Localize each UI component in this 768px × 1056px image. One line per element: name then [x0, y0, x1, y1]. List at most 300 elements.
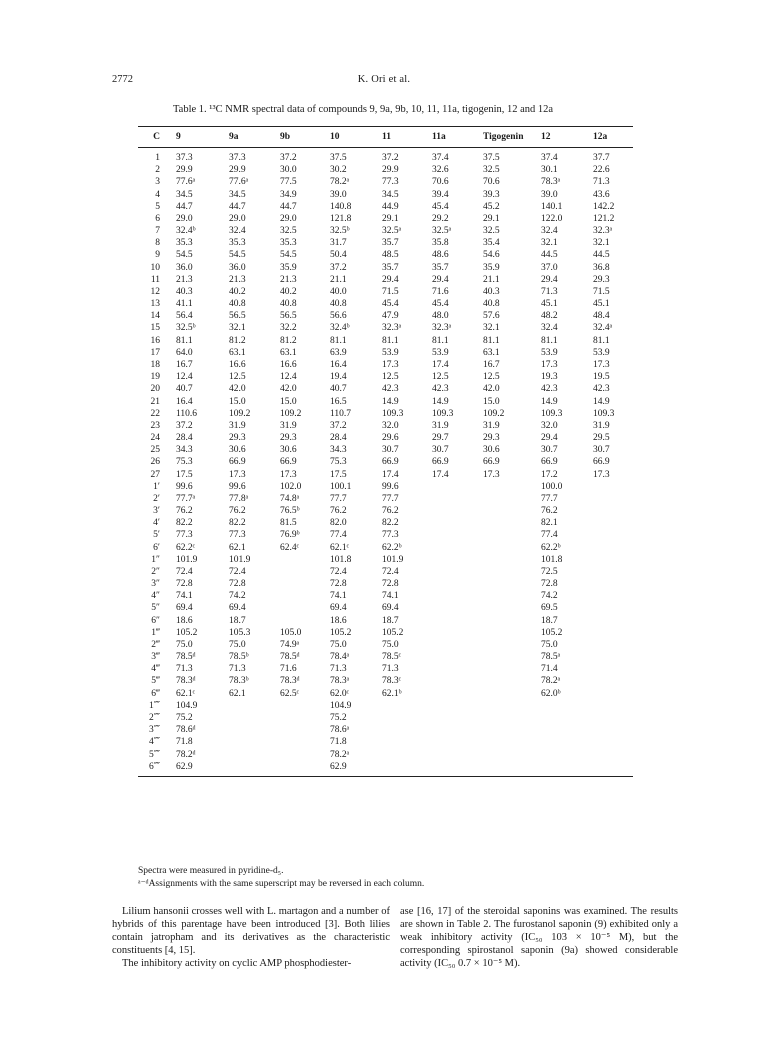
shift-value: 31.9: [280, 420, 297, 431]
carbon-label: 4: [155, 189, 160, 200]
shift-value: 62.9: [330, 761, 347, 772]
table-row: [138, 700, 633, 712]
shift-value: [418, 542, 469, 554]
shift-value: 110.6: [176, 408, 198, 419]
carbon-label: 2′: [153, 493, 160, 504]
carbon-label: 1″: [151, 554, 160, 565]
shift-value: 69.4: [176, 603, 193, 614]
shift-value: 74.2: [229, 591, 246, 602]
shift-value: [469, 554, 527, 566]
shift-value: [579, 529, 633, 541]
shift-value: 99.6: [229, 481, 246, 492]
shift-value: [527, 712, 579, 724]
shift-value: 29.4: [432, 274, 449, 285]
shift-value: 78.2ᵈ: [176, 749, 196, 760]
shift-value: 77.6ᵃ: [176, 177, 196, 188]
shift-value: 77.4: [330, 530, 347, 541]
shift-value: 39.4: [432, 189, 449, 200]
shift-value: [469, 700, 527, 712]
shift-value: 42.0: [483, 384, 500, 395]
shift-value: 63.1: [280, 347, 297, 358]
table-body: [138, 152, 633, 773]
table-row: [138, 274, 633, 286]
shift-value: 31.9: [593, 420, 610, 431]
table-row: [138, 542, 633, 554]
shift-value: 81.1: [483, 335, 500, 346]
shift-value: 30.6: [483, 445, 500, 456]
table-row: [138, 468, 633, 480]
shift-value: 78.2ᵃ: [541, 676, 561, 687]
shift-value: 29.3: [280, 433, 297, 444]
shift-value: 76.2: [330, 506, 347, 517]
shift-value: 35.4: [483, 238, 500, 249]
table-row: [138, 578, 633, 590]
shift-value: 62.1: [229, 542, 246, 553]
shift-value: 37.3: [229, 153, 246, 164]
shift-value: 71.8: [176, 737, 193, 748]
shift-value: 77.7: [382, 493, 399, 504]
shift-value: 77.3: [176, 530, 193, 541]
shift-value: [579, 761, 633, 773]
shift-value: 50.4: [330, 250, 347, 261]
table-caption: Table 1. ¹³C NMR spectral data of compounds 9, 9a, 9b, 10, 11, 11a, tigogenin, 12 and 12a: [173, 104, 554, 115]
shift-value: 62.2ᶜ: [176, 542, 196, 553]
shift-value: 19.5: [593, 372, 610, 383]
shift-value: 69.4: [382, 603, 399, 614]
shift-value: 17.3: [229, 469, 246, 480]
shift-value: 78.5ᵇ: [229, 652, 249, 663]
shift-value: 75.3: [176, 457, 193, 468]
shift-value: [579, 542, 633, 554]
table-row: [138, 152, 633, 164]
shift-value: 77.5: [280, 177, 297, 188]
carbon-label: 5‴: [151, 676, 160, 687]
shift-value: [579, 602, 633, 614]
shift-value: 71.3: [330, 664, 347, 675]
shift-value: 29.3: [593, 274, 610, 285]
shift-value: [368, 736, 418, 748]
carbon-label: 8: [155, 238, 160, 249]
shift-value: [469, 736, 527, 748]
shift-value: 99.6: [176, 481, 193, 492]
shift-value: 63.9: [330, 347, 347, 358]
carbon-label: 5: [155, 201, 160, 212]
column-header: Tigogenin: [483, 132, 524, 142]
shift-value: 66.9: [432, 457, 449, 468]
table-row: [138, 627, 633, 639]
shift-value: 28.4: [330, 433, 347, 444]
carbon-label: 6′: [153, 542, 160, 553]
shift-value: 35.7: [382, 238, 399, 249]
shift-value: 76.2: [541, 506, 558, 517]
shift-value: 32.5ᵇ: [330, 226, 350, 237]
carbon-label: 1⁗: [148, 700, 160, 711]
table-row: [138, 408, 633, 420]
shift-value: 81.1: [382, 335, 399, 346]
carbon-label: 27: [150, 469, 160, 480]
carbon-label: 22: [150, 408, 160, 419]
shift-value: 81.2: [280, 335, 297, 346]
shift-value: 16.4: [176, 396, 193, 407]
shift-value: 16.5: [330, 396, 347, 407]
shift-value: 62.5ᶜ: [280, 688, 300, 699]
shift-value: 72.8: [176, 579, 193, 590]
shift-value: 32.4ᵇ: [330, 323, 350, 334]
shift-value: [527, 736, 579, 748]
shift-value: [579, 736, 633, 748]
shift-value: 77.4: [541, 530, 558, 541]
body-column-left: [112, 905, 390, 970]
column-header: 11: [382, 132, 391, 142]
carbon-label: 12: [150, 286, 160, 297]
shift-value: 37.2: [330, 262, 347, 273]
shift-value: 64.0: [176, 347, 193, 358]
shift-value: 99.6: [382, 481, 399, 492]
shift-value: [579, 627, 633, 639]
table-row: [138, 675, 633, 687]
shift-value: 62.1ᵇ: [382, 688, 402, 699]
shift-value: 76.9ᵇ: [280, 530, 300, 541]
carbon-label: 4⁗: [148, 737, 160, 748]
shift-value: 30.7: [382, 445, 399, 456]
shift-value: 32.1: [593, 238, 610, 249]
table-row: [138, 347, 633, 359]
shift-value: 40.7: [330, 384, 347, 395]
table-row: [138, 529, 633, 541]
table-row: [138, 201, 633, 213]
shift-value: 36.8: [593, 262, 610, 273]
table-row: [138, 761, 633, 773]
shift-value: [469, 602, 527, 614]
shift-value: 12.5: [382, 372, 399, 383]
shift-value: [579, 517, 633, 529]
shift-value: 32.4: [229, 226, 246, 237]
shift-value: 37.3: [176, 153, 193, 164]
shift-value: [579, 639, 633, 651]
table-row: [138, 566, 633, 578]
shift-value: [579, 663, 633, 675]
shift-value: 44.5: [593, 250, 610, 261]
shift-value: [579, 651, 633, 663]
column-header: 12a: [593, 132, 608, 142]
shift-value: 40.8: [330, 299, 347, 310]
shift-value: 109.2: [280, 408, 302, 419]
shift-value: [215, 748, 266, 760]
shift-value: 101.8: [541, 554, 563, 565]
shift-value: 32.5: [483, 226, 500, 237]
shift-value: 44.5: [541, 250, 558, 261]
shift-value: 105.0: [280, 627, 302, 638]
shift-value: 37.5: [330, 153, 347, 164]
shift-value: 12.4: [280, 372, 297, 383]
shift-value: 75.0: [176, 639, 193, 650]
shift-value: 40.0: [330, 286, 347, 297]
shift-value: 28.4: [176, 433, 193, 444]
shift-value: 30.7: [593, 445, 610, 456]
shift-value: [266, 761, 316, 773]
shift-value: 17.3: [593, 469, 610, 480]
shift-value: [469, 748, 527, 760]
shift-value: 69.5: [541, 603, 558, 614]
shift-value: [418, 724, 469, 736]
shift-value: [527, 761, 579, 773]
shift-value: 110.7: [330, 408, 352, 419]
shift-value: 29.7: [432, 433, 449, 444]
shift-value: 34.5: [176, 189, 193, 200]
shift-value: 78.3ᵃ: [541, 177, 561, 188]
shift-value: 74.9ᵃ: [280, 639, 300, 650]
shift-value: 31.9: [483, 420, 500, 431]
carbon-label: 2: [155, 165, 160, 176]
shift-value: [469, 761, 527, 773]
table-row: [138, 176, 633, 188]
table-row: [138, 663, 633, 675]
table-row: [138, 602, 633, 614]
shift-value: 32.0: [382, 420, 399, 431]
shift-value: 78.2ᵃ: [330, 177, 350, 188]
shift-value: 53.9: [382, 347, 399, 358]
shift-value: [418, 736, 469, 748]
shift-value: 81.1: [176, 335, 193, 346]
table-row: [138, 724, 633, 736]
carbon-label: 7: [155, 226, 160, 237]
shift-value: 105.2: [176, 627, 198, 638]
shift-value: 12.4: [176, 372, 193, 383]
shift-value: 40.8: [483, 299, 500, 310]
shift-value: 32.5: [483, 165, 500, 176]
shift-value: 47.9: [382, 311, 399, 322]
shift-value: 16.7: [176, 360, 193, 370]
shift-value: 75.2: [176, 712, 193, 723]
shift-value: 54.5: [229, 250, 246, 261]
shift-value: 32.4ᵃ: [593, 323, 613, 334]
shift-value: 16.6: [280, 360, 297, 370]
shift-value: 35.9: [483, 262, 500, 273]
carbon-label: 6‴: [151, 688, 160, 699]
shift-value: 56.4: [176, 311, 193, 322]
shift-value: 29.6: [382, 433, 399, 444]
shift-value: 42.3: [593, 384, 610, 395]
shift-value: [418, 493, 469, 505]
shift-value: [579, 493, 633, 505]
shift-value: 78.6ᵈ: [176, 725, 196, 736]
shift-value: 45.1: [593, 299, 610, 310]
table-row: [138, 225, 633, 237]
shift-value: 39.0: [330, 189, 347, 200]
carbon-label: 11: [150, 274, 160, 285]
shift-value: [469, 651, 527, 663]
shift-value: 48.4: [593, 311, 610, 322]
shift-value: [368, 724, 418, 736]
shift-value: 45.4: [432, 201, 449, 212]
shift-value: 32.3ᵃ: [382, 323, 402, 334]
shift-value: [266, 736, 316, 748]
shift-value: 17.3: [483, 469, 500, 480]
shift-value: 32.2: [280, 323, 297, 334]
shift-value: 42.0: [280, 384, 297, 395]
shift-value: 32.4ᵇ: [176, 226, 196, 237]
shift-value: 32.5ᵃ: [382, 226, 402, 237]
shift-value: 62.4ᶜ: [280, 542, 300, 553]
table-row: [138, 371, 633, 383]
table-row: [138, 213, 633, 225]
shift-value: 53.9: [432, 347, 449, 358]
shift-value: 29.3: [229, 433, 246, 444]
table-row: [138, 310, 633, 322]
shift-value: 32.3ᵃ: [593, 226, 613, 237]
carbon-label: 6″: [151, 615, 160, 626]
shift-value: [469, 688, 527, 700]
shift-value: 44.7: [280, 201, 297, 212]
shift-value: 81.1: [330, 335, 347, 346]
carbon-label: 2″: [151, 566, 160, 577]
shift-value: 71.6: [432, 286, 449, 297]
carbon-label: 3: [155, 177, 160, 188]
shift-value: 44.7: [229, 201, 246, 212]
shift-value: [266, 615, 316, 627]
shift-value: 15.0: [483, 396, 500, 407]
shift-value: 72.8: [541, 579, 558, 590]
shift-value: 72.4: [382, 566, 399, 577]
shift-value: 82.2: [382, 518, 399, 529]
shift-value: [368, 700, 418, 712]
shift-value: 36.0: [176, 262, 193, 273]
table-row: [138, 505, 633, 517]
shift-value: [418, 761, 469, 773]
shift-value: 122.0: [541, 213, 563, 224]
carbon-label: 1: [155, 153, 160, 164]
shift-value: 142.2: [593, 201, 615, 212]
table-row: [138, 322, 633, 334]
shift-value: 71.3: [541, 286, 558, 297]
shift-value: [418, 554, 469, 566]
shift-value: 29.4: [541, 433, 558, 444]
body-paragraph: The inhibitory activity on cyclic AMP phosphodiester-: [122, 958, 352, 969]
shift-value: 78.5ᵈ: [176, 652, 196, 663]
shift-value: [469, 627, 527, 639]
shift-value: 81.1: [593, 335, 610, 346]
shift-value: 77.7ᵃ: [176, 493, 196, 504]
shift-value: 63.1: [483, 347, 500, 358]
shift-value: [469, 529, 527, 541]
shift-value: 35.8: [432, 238, 449, 249]
carbon-label: 15: [150, 323, 160, 334]
carbon-label: 1‴: [151, 627, 160, 638]
shift-value: [579, 712, 633, 724]
shift-value: 62.2ᵇ: [382, 542, 402, 553]
shift-value: 37.0: [541, 262, 558, 273]
table-row: [138, 432, 633, 444]
shift-value: 72.8: [382, 579, 399, 590]
shift-value: 48.0: [432, 311, 449, 322]
carbon-label: 3⁗: [148, 725, 160, 736]
shift-value: [266, 602, 316, 614]
shift-value: [418, 639, 469, 651]
carbon-label: 20: [150, 384, 160, 395]
page-number: 2772: [112, 74, 133, 85]
footnote-assignments: ᵃ⁻ᵈAssignments with the same superscript may be reversed in each column.: [138, 879, 425, 889]
shift-value: 66.9: [593, 457, 610, 468]
shift-value: 21.1: [483, 274, 500, 285]
table-row: [138, 736, 633, 748]
shift-value: [418, 663, 469, 675]
shift-value: [579, 505, 633, 517]
shift-value: 66.9: [541, 457, 558, 468]
table-row: [138, 286, 633, 298]
shift-value: 63.1: [229, 347, 246, 358]
carbon-label: 16: [150, 335, 160, 346]
table-row: [138, 748, 633, 760]
shift-value: 15.0: [280, 396, 297, 407]
shift-value: 21.1: [330, 274, 347, 285]
shift-value: [469, 590, 527, 602]
shift-value: [527, 748, 579, 760]
shift-value: 78.5ᶜ: [382, 652, 402, 663]
table-row: [138, 298, 633, 310]
shift-value: [469, 493, 527, 505]
shift-value: 82.2: [229, 518, 246, 529]
shift-value: [418, 700, 469, 712]
shift-value: 75.0: [330, 639, 347, 650]
carbon-label: 6: [155, 213, 160, 224]
shift-value: [215, 712, 266, 724]
table-row: [138, 688, 633, 700]
shift-value: 74.8ᵃ: [280, 493, 300, 504]
table-row: [138, 615, 633, 627]
shift-value: 78.6ᵃ: [330, 725, 350, 736]
shift-value: 29.9: [176, 165, 193, 176]
shift-value: [579, 688, 633, 700]
carbon-label: 26: [150, 457, 160, 468]
table-row: [138, 590, 633, 602]
shift-value: 29.0: [229, 213, 246, 224]
shift-value: 75.3: [330, 457, 347, 468]
shift-value: 17.4: [382, 469, 399, 480]
shift-value: 100.0: [541, 481, 563, 492]
shift-value: 17.3: [382, 360, 399, 370]
shift-value: 105.2: [330, 627, 352, 638]
shift-value: 37.4: [432, 153, 449, 164]
shift-value: 78.4ᵃ: [330, 652, 350, 663]
shift-value: 16.4: [330, 360, 347, 370]
shift-value: [368, 748, 418, 760]
shift-value: 42.3: [382, 384, 399, 395]
shift-value: 78.3ᵈ: [280, 676, 300, 687]
shift-value: [266, 578, 316, 590]
shift-value: [266, 590, 316, 602]
shift-value: 16.6: [229, 360, 246, 370]
shift-value: 82.0: [330, 518, 347, 529]
shift-value: 29.0: [176, 213, 193, 224]
shift-value: 17.5: [176, 469, 193, 480]
table-row: [138, 712, 633, 724]
shift-value: 62.2ᵇ: [541, 542, 561, 553]
shift-value: 32.6: [432, 165, 449, 176]
shift-value: 104.9: [176, 700, 198, 711]
shift-value: [418, 505, 469, 517]
shift-value: 102.0: [280, 481, 302, 492]
shift-value: 35.9: [280, 262, 297, 273]
shift-value: 40.2: [280, 286, 297, 297]
shift-value: 62.1: [229, 688, 246, 699]
shift-value: 40.3: [176, 286, 193, 297]
shift-value: 109.3: [541, 408, 563, 419]
column-header: 9a: [229, 132, 239, 142]
carbon-label: 4′: [153, 518, 160, 529]
shift-value: 42.3: [432, 384, 449, 395]
shift-value: [469, 639, 527, 651]
shift-value: 29.0: [280, 213, 297, 224]
